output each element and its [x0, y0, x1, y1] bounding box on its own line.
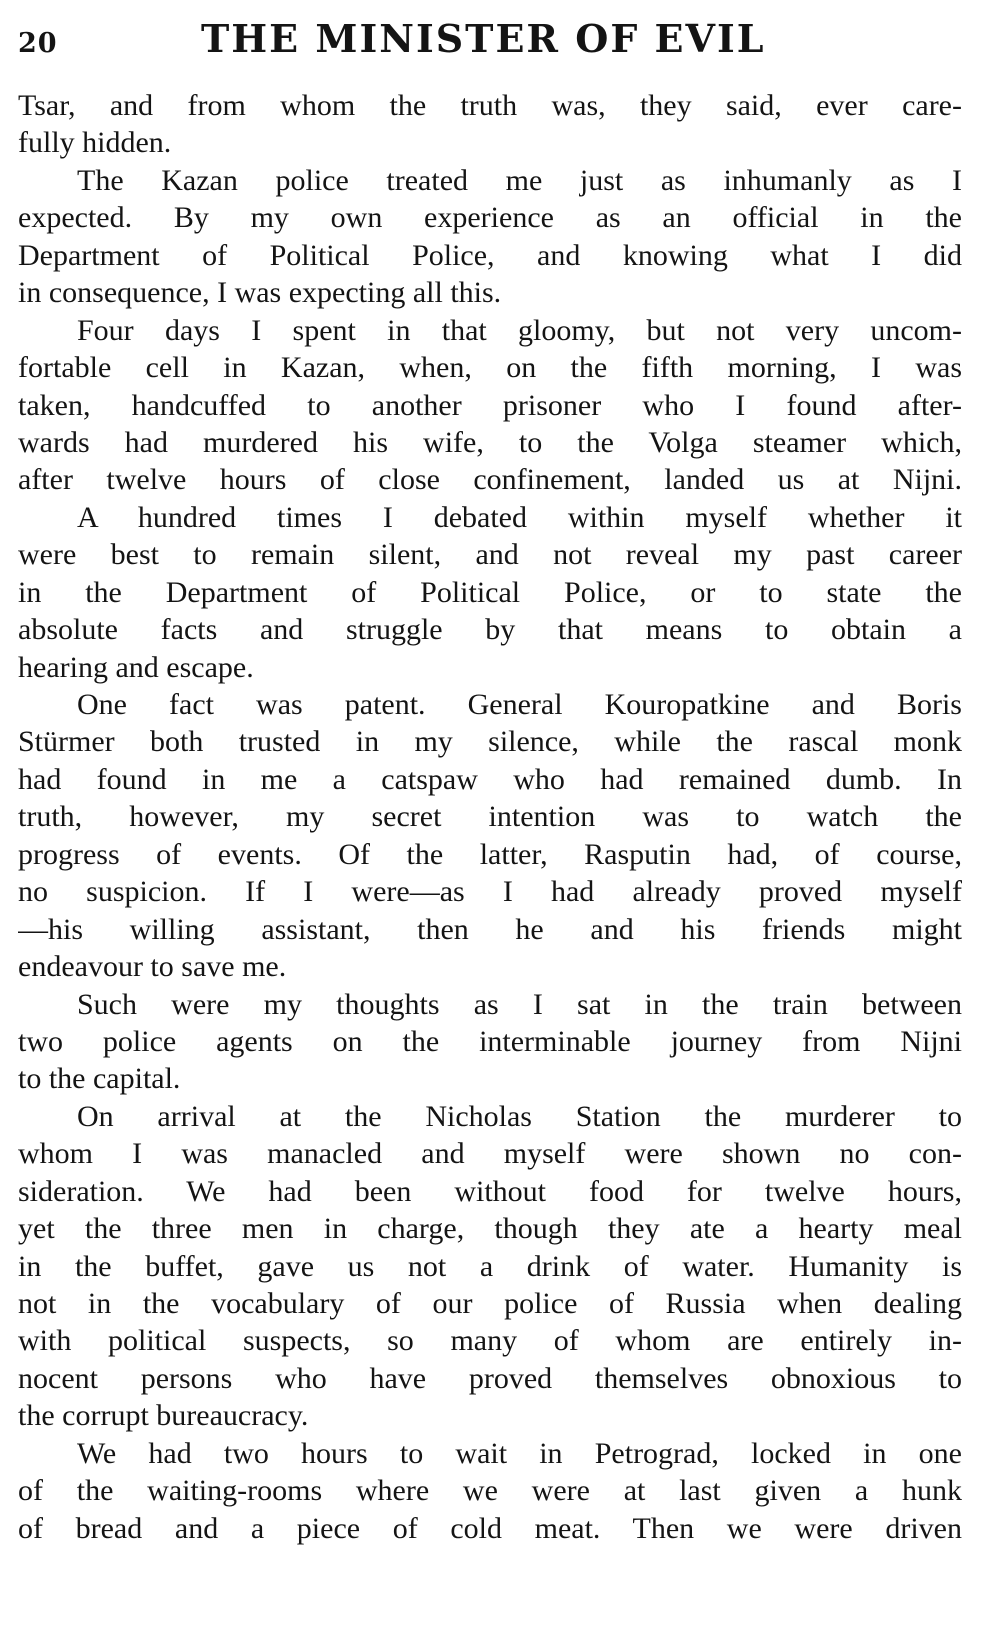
text-line: of the waiting-rooms where we were at last given a hunk [18, 1474, 962, 1508]
paragraph [18, 686, 962, 986]
text-line: Stürmer both trusted in my silence, while the rascal monk [18, 725, 962, 759]
text-line: endeavour to save me. [18, 950, 287, 984]
paragraph [18, 312, 962, 499]
text-line: We had two hours to wait in Petrograd, locked in one [77, 1436, 962, 1470]
text-line: A hundred times I debated within myself whether it [77, 500, 962, 534]
text-line: truth, however, my secret intention was to watch the [18, 800, 962, 834]
text-line: sideration. We had been without food for twelve hours, [18, 1174, 962, 1208]
text-line: fortable cell in Kazan, when, on the fifth morning, I was [18, 351, 962, 385]
text-line: the corrupt bureaucracy. [18, 1399, 309, 1433]
running-title: THE MINISTER OF EVIL [201, 16, 766, 61]
text-line: One fact was patent. General Kouropatkine and Boris [77, 688, 962, 721]
text-line: with political suspects, so many of whom are entirely in- [18, 1324, 962, 1358]
text-line: expected. By my own experience as an official in the [18, 201, 962, 235]
text-line: Four days I spent in that gloomy, but not very uncom- [77, 313, 962, 347]
text-line: taken, handcuffed to another prisoner who I found after- [18, 388, 962, 422]
text-line: not in the vocabulary of our police of Russia when dealing [18, 1287, 962, 1320]
text-line: in the Department of Political Police, or to state the [18, 575, 962, 609]
text-line: —his willing assistant, then he and his friends might [18, 912, 962, 946]
text-line: were best to remain silent, and not reveal my past career [18, 538, 962, 572]
text-line: Such were my thoughts as I sat in the train between [77, 987, 962, 1021]
running-head [18, 16, 962, 66]
paragraph [18, 1435, 962, 1547]
paragraph [18, 499, 962, 686]
text-line: in consequence, I was expecting all this. [18, 276, 502, 310]
text-line: absolute facts and struggle by that means to obtain a [18, 613, 962, 647]
page-number: 20 [18, 28, 58, 59]
paragraph [18, 162, 962, 312]
paragraph [18, 986, 962, 1098]
text-line: yet the three men in charge, though they ate a hearty meal [18, 1212, 962, 1246]
text-line: had found in me a catspaw who had remained dumb. In [18, 762, 962, 796]
text-line: in the buffet, gave us not a drink of water. Humanity is [18, 1249, 962, 1283]
text-line: Tsar, and from whom the truth was, they said, ever care- [18, 89, 962, 122]
text-line: to the capital. [18, 1062, 181, 1096]
book-page [18, 0, 980, 1652]
text-line: On arrival at the Nicholas Station the murderer to [77, 1099, 962, 1133]
text-line: progress of events. Of the latter, Rasputin had, of course, [18, 837, 962, 871]
text-line: hearing and escape. [18, 650, 254, 684]
text-line: nocent persons who have proved themselves obnoxious to [18, 1361, 962, 1395]
text-line: whom I was manacled and myself were shown no con- [18, 1137, 962, 1171]
paragraph [18, 1098, 962, 1435]
text-line: Department of Political Police, and knowing what I did [18, 238, 962, 272]
text-line: The Kazan police treated me just as inhumanly as I [77, 163, 962, 197]
text-line: of bread and a piece of cold meat. Then we were driven [18, 1511, 962, 1545]
text-line: two police agents on the interminable journey from Nijni [18, 1024, 962, 1058]
paragraph [18, 87, 962, 162]
text-line: wards had murdered his wife, to the Volga steamer which, [18, 425, 962, 459]
text-line: fully hidden. [18, 126, 172, 160]
text-line: after twelve hours of close confinement, landed us at Nijni. [18, 463, 962, 497]
body-text [18, 87, 962, 1547]
text-line: no suspicion. If I were—as I had already proved myself [18, 875, 962, 909]
